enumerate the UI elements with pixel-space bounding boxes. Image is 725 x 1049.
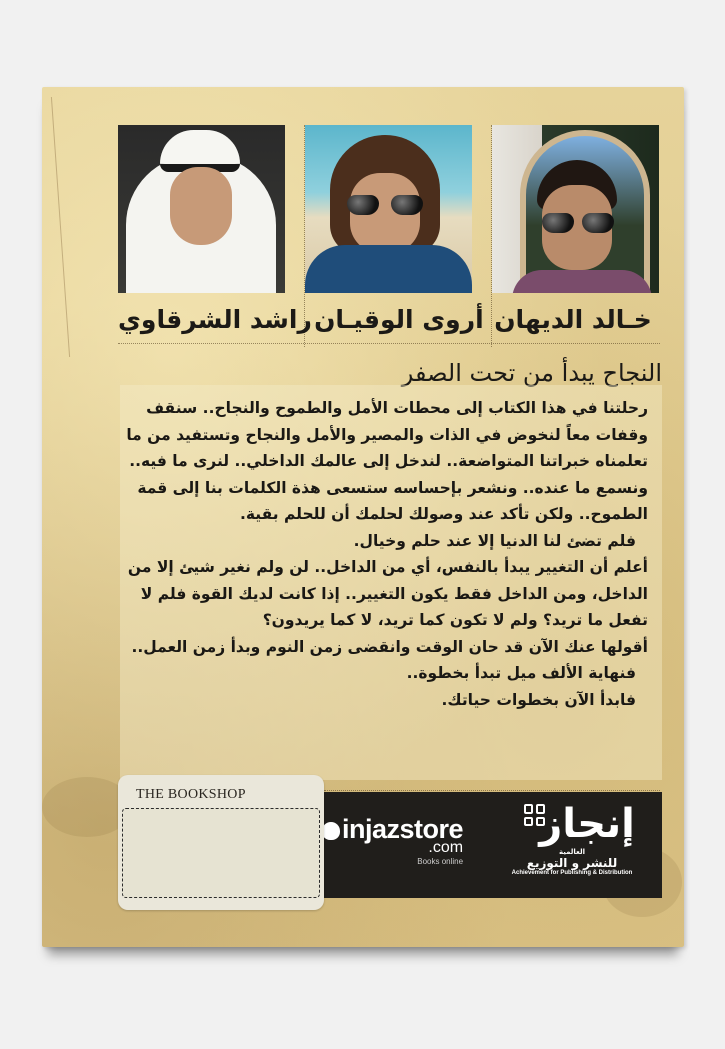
author-photo-rashed	[118, 125, 285, 293]
publisher-label-top: العالمية	[558, 848, 586, 856]
blurb-text	[120, 385, 662, 780]
blurb-paragraph: فنهاية الألف ميل تبدأ بخطوة..	[406, 664, 636, 682]
injaz-publisher-logo	[502, 800, 642, 890]
sticker-title: THE BOOKSHOP	[136, 787, 246, 802]
paper-crack-texture	[51, 97, 109, 357]
author-names	[118, 299, 660, 341]
publisher-name: إنجاز	[539, 801, 635, 847]
divider	[118, 343, 660, 344]
blurb-paragraph: فابدأ الآن بخطوات حياتك.	[441, 690, 636, 709]
store-tagline: Books online	[417, 857, 464, 866]
blurb-paragraph: أقولها عنك الآن قد حان الوقت وانقضى زمن النوم وبدأ زمن العمل..	[131, 637, 648, 656]
divider	[324, 790, 660, 791]
squares-icon	[524, 804, 546, 826]
blurb-paragraph: رحلتنا في هذا الكتاب إلى محطات الأمل والطموح والنجاح.. سنقف وقفات معاً لنخوض في الذات والمصير والأمل والنجاح وتستفيد من ما تعلمناه خبراتنا المتواضعة.. لندخل إلى عالمك الداخلي.. لنرى ما فيه.. ونسمع ما عنده.. ونشعر بإحساسه ستسعى هذة الكلمات بنا إلى قمة الطموح.. ولكن تأكد عند وصولك لحلمك أن للحلم بقية.	[126, 399, 648, 523]
apple-icon	[322, 822, 340, 840]
injazstore-logo	[322, 814, 463, 866]
price-sticker	[118, 775, 324, 910]
book-title: النجاح يبدأ من تحت الصفر	[401, 359, 662, 387]
author-name: أروى الوقيـان	[314, 305, 484, 334]
sunglasses-icon	[540, 213, 616, 233]
publisher-banner	[282, 792, 662, 898]
book-back-cover	[42, 87, 684, 947]
store-name: injazstore	[342, 814, 464, 844]
author-photos	[118, 125, 660, 295]
author-name: خـالد الديهان	[494, 305, 652, 334]
publisher-label-ar: للنشر و التوزيع	[526, 856, 618, 870]
publisher-label-en: Achievement for Publishing & Distribution	[511, 870, 633, 876]
author-photo-khaled	[492, 125, 659, 293]
store-domain: .com	[428, 839, 464, 856]
author-photo-arwa	[305, 125, 472, 293]
blurb-paragraph: أعلم أن التغيير يبدأ بالنفس، أي من الداخل.. لن ولم نغير شيئ إلا من الداخل، ومن الداخل فقط يكون التغيير.. إذا كانت لديك القوة فلم لا تفعل ما تريد؟ ولم لا تكون كما تريد، لا كما يريدون؟	[127, 558, 648, 629]
sticker-price-area	[122, 808, 320, 898]
blurb-paragraph: فلم تضئ لنا الدنيا إلا عند حلم وخيال.	[353, 531, 636, 550]
sunglasses-icon	[345, 195, 425, 217]
author-name: راشد الشرقاوي	[118, 305, 312, 334]
